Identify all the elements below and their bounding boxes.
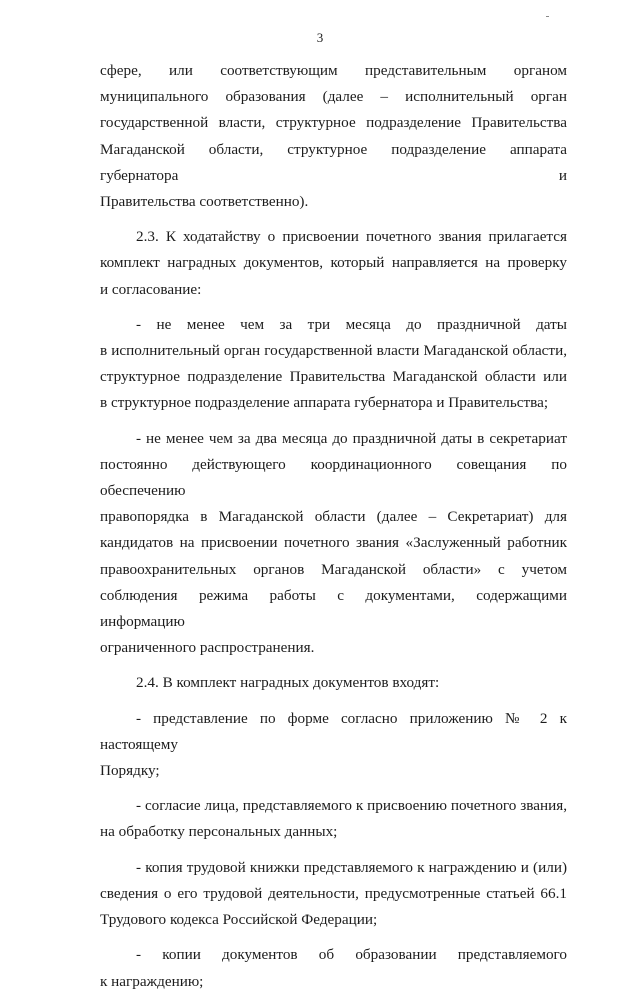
text-line: - согласие лица, представляемого к присвоению почетного звания,: [136, 797, 567, 815]
text-line: и согласование:: [100, 280, 202, 298]
text-line: 2.3. К ходатайству о присвоении почетного звания прилагается: [136, 228, 567, 246]
text-line: Трудового кодекса Российской Федерации;: [100, 911, 378, 929]
text-line: структурное подразделение Правительства Магаданской области или: [100, 368, 567, 386]
text-line: в исполнительный орган государственной власти Магаданской области,: [100, 342, 567, 360]
text-line: постоянно действующего координационного совещания по обеспечению: [100, 455, 567, 500]
text-line: муниципального образования (далее – исполнительный орган: [100, 88, 567, 106]
list-item-education: [100, 942, 567, 994]
list-item-representation: [100, 706, 567, 785]
text-line: кандидатов на присвоении почетного звания «Заслуженный работник: [100, 534, 567, 552]
text-line: - копия трудовой книжки представляемого к награждению и (или): [136, 858, 567, 876]
text-line: государственной власти, структурное подразделение Правительства: [100, 114, 567, 132]
text-line: - представление по форме согласно приложению № 2 к настоящему: [100, 709, 567, 753]
text-line: на обработку персональных данных;: [100, 823, 338, 841]
text-line: ограниченного распространения.: [100, 639, 315, 657]
text-line: 2.4. В комплект наградных документов входят:: [136, 674, 440, 692]
text-line: Порядку;: [100, 762, 160, 780]
paragraph-2-4: [100, 670, 567, 696]
text-line: соблюдения режима работы с документами, содержащими информацию: [100, 586, 567, 631]
text-line: сфере, или соответствующим представительным органом: [100, 62, 567, 79]
text-line: правопорядка в Магаданской области (далее – Секретариат) для: [100, 508, 567, 526]
text-line: сведения о его трудовой деятельности, предусмотренные статьей 66.1: [100, 884, 567, 902]
list-item-two-months: [100, 426, 567, 662]
text-line: - не менее чем за два месяца до праздничной даты в секретариат: [136, 429, 567, 447]
text-line: в структурное подразделение аппарата губернатора и Правительства;: [100, 394, 549, 412]
list-item-work-record: [100, 855, 567, 934]
text-line: к награждению;: [100, 972, 204, 990]
document-body: [100, 58, 567, 995]
list-item-consent: [100, 793, 567, 845]
scan-mark: [546, 16, 549, 17]
page-number: 3: [316, 30, 324, 45]
text-line: - не менее чем за три месяца до праздничной даты: [136, 315, 567, 333]
paragraph-1: [100, 58, 567, 215]
text-line: - копии документов об образовании представляемого: [136, 946, 567, 964]
text-line: Магаданской области, структурное подразделение аппарата губернатора и: [100, 140, 567, 184]
paragraph-2-3: [100, 224, 567, 303]
text-line: правоохранительных органов Магаданской области» с учетом: [100, 560, 567, 578]
list-item-three-months: [100, 312, 567, 417]
text-line: Правительства соответственно).: [100, 193, 309, 211]
text-line: комплект наградных документов, который направляется на проверку: [100, 254, 567, 272]
